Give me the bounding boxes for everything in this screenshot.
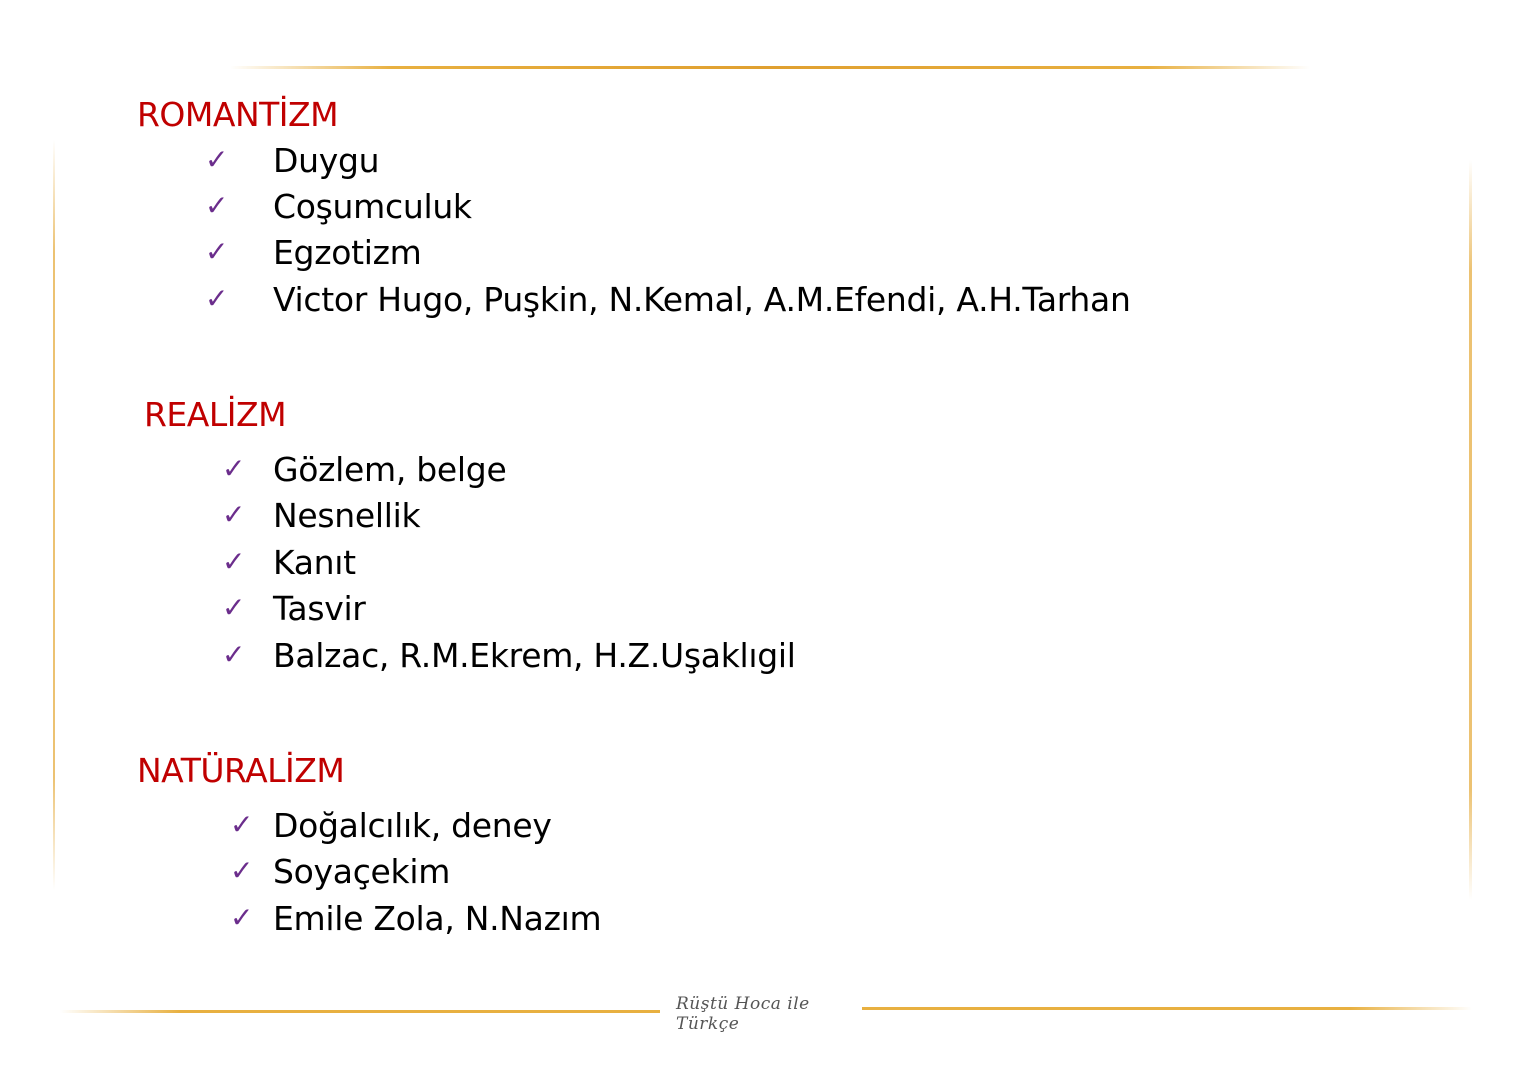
list-item: Kanıt: [273, 543, 356, 582]
list-item: Soyaçekim: [273, 852, 451, 891]
checkmark-icon: ✓: [230, 854, 254, 887]
section-title-romantizm: ROMANTİZM: [137, 95, 339, 134]
list-item: Emile Zola, N.Nazım: [273, 899, 602, 938]
bottom-divider-left: [60, 1010, 660, 1013]
list-item: Tasvir: [273, 589, 366, 628]
section-title-realizm: REALİZM: [144, 395, 287, 434]
list-item: Balzac, R.M.Ekrem, H.Z.Uşaklıgil: [273, 636, 796, 675]
checkmark-icon: ✓: [230, 808, 254, 841]
checkmark-icon: ✓: [222, 452, 246, 485]
checkmark-icon: ✓: [205, 282, 229, 315]
left-border: [53, 140, 55, 890]
footer-signature: Rüştü Hoca ile Türkçe: [676, 994, 810, 1034]
checkmark-icon: ✓: [205, 235, 229, 268]
checkmark-icon: ✓: [222, 498, 246, 531]
list-item: Nesnellik: [273, 496, 421, 535]
checkmark-icon: ✓: [222, 545, 246, 578]
checkmark-icon: ✓: [222, 638, 246, 671]
checkmark-icon: ✓: [222, 591, 246, 624]
list-item: Coşumculuk: [273, 187, 472, 226]
section-title-naturalizm: NATÜRALİZM: [137, 751, 345, 790]
checkmark-icon: ✓: [230, 901, 254, 934]
checkmark-icon: ✓: [205, 143, 229, 176]
list-item: Egzotizm: [273, 233, 422, 272]
checkmark-icon: ✓: [205, 189, 229, 222]
list-item: Doğalcılık, deney: [273, 806, 552, 845]
right-border: [1469, 160, 1472, 900]
list-item: Gözlem, belge: [273, 450, 507, 489]
list-item: Victor Hugo, Puşkin, N.Kemal, A.M.Efendi, A.H.Tarhan: [273, 280, 1131, 319]
list-item: Duygu: [273, 141, 380, 180]
top-divider: [230, 66, 1310, 69]
bottom-divider-right: [862, 1007, 1472, 1010]
